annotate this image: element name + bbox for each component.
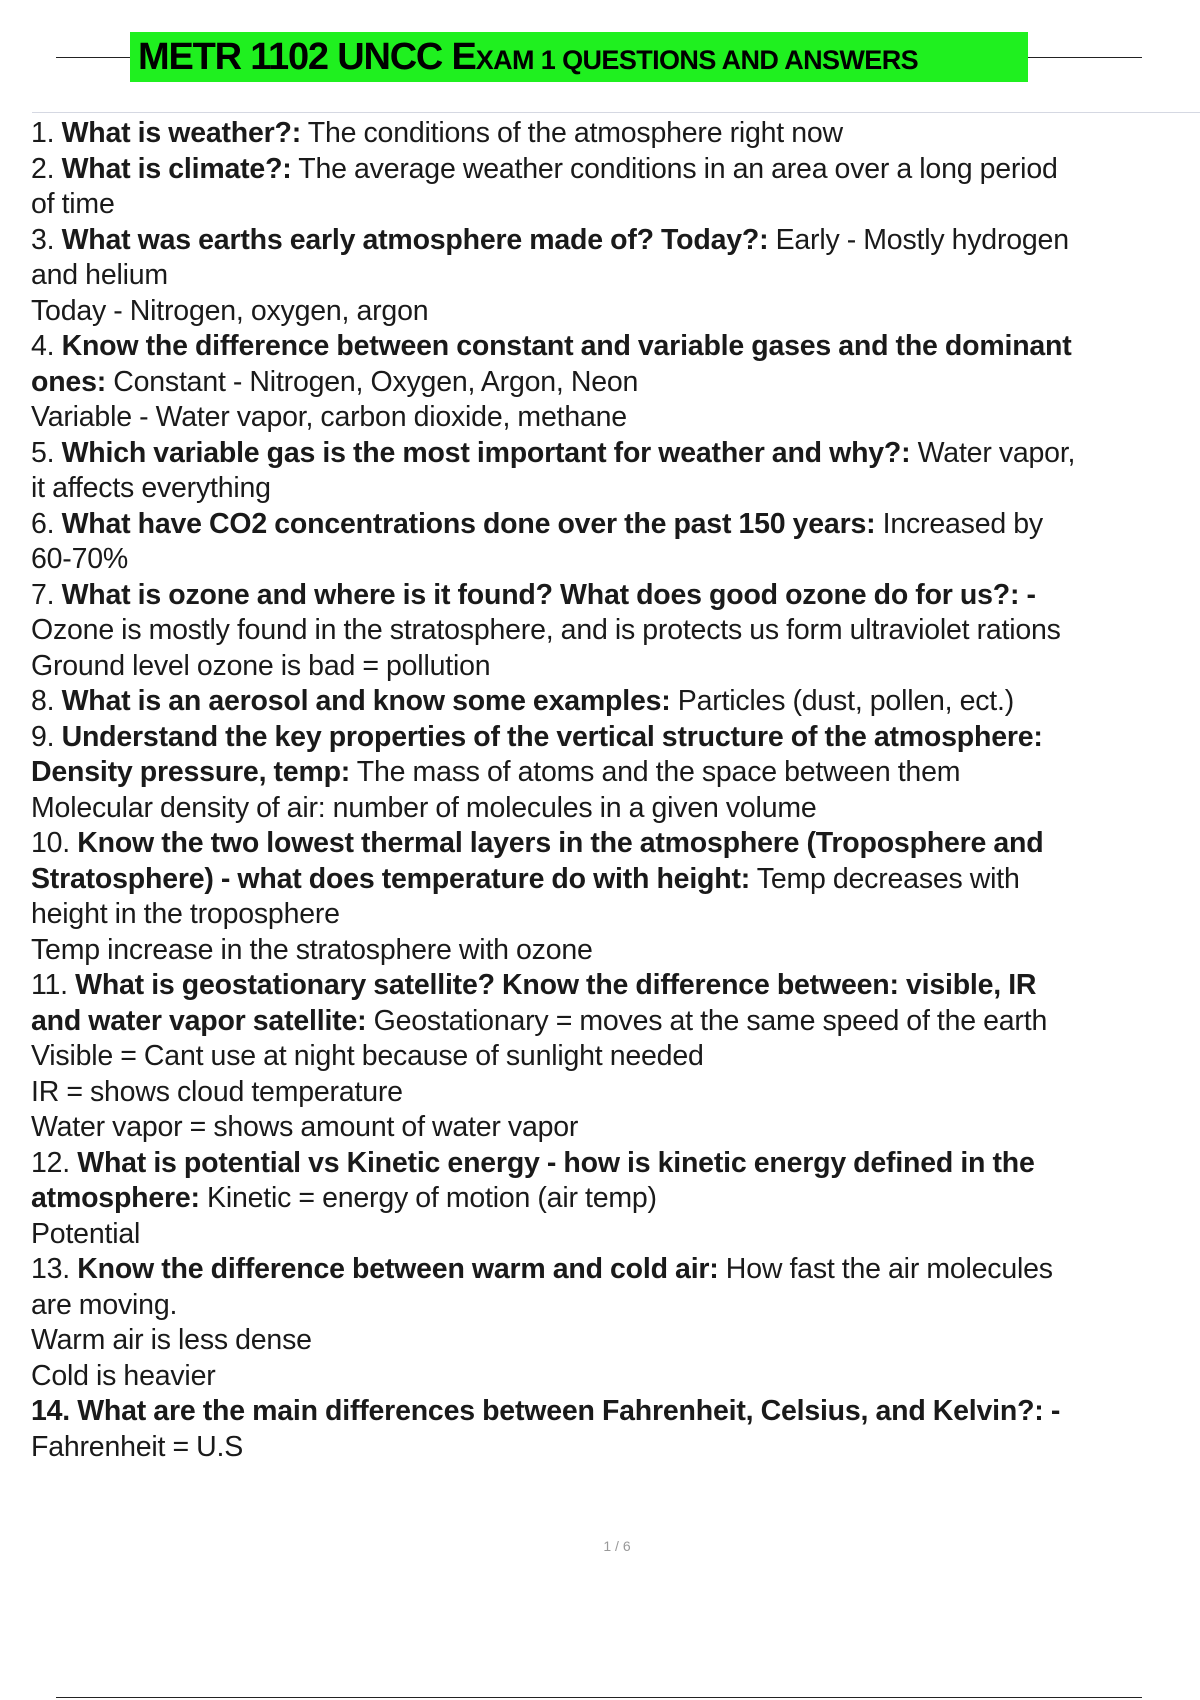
- answer-text: Kinetic = energy of motion (air temp): [199, 1182, 657, 1214]
- question-text: What have CO2 concentrations done over the past 150 years:: [61, 507, 876, 540]
- text-line: [31, 294, 1200, 330]
- text-line: [31, 507, 1200, 543]
- text-line: [31, 152, 1200, 188]
- text-line: [31, 826, 1200, 862]
- question-text: 14. What are the main differences between Fahrenheit, Celsius, and Kelvin?: -: [31, 1395, 1061, 1427]
- text-line: [31, 649, 1200, 685]
- text-line: [31, 578, 1200, 614]
- answer-text: The conditions of the atmosphere right now: [301, 117, 843, 149]
- answer-text: Visible = Cant use at night because of sunlight needed: [31, 1040, 704, 1072]
- answer-text: Water vapor,: [910, 436, 1076, 469]
- qa-content: [31, 116, 1200, 1465]
- answer-text: Cold is heavier: [31, 1359, 216, 1392]
- answer-text: height in the troposphere: [31, 898, 340, 930]
- line-number: 11.: [31, 969, 76, 1001]
- answer-text: Ozone is mostly found in the stratosphere, and is protects us form ultraviolet rations: [31, 614, 1061, 646]
- question-text: What is climate?:: [61, 152, 292, 185]
- answer-text: Today - Nitrogen, oxygen, argon: [31, 294, 429, 327]
- title-bar: [56, 32, 1142, 82]
- line-number: 5.: [31, 436, 62, 469]
- answer-text: Constant - Nitrogen, Oxygen, Argon, Neon: [106, 365, 639, 398]
- title-main-text: METR 1102 UNCC E: [138, 36, 476, 78]
- text-line: [31, 1039, 1200, 1075]
- answer-text: IR = shows cloud temperature: [31, 1075, 403, 1108]
- text-line: [31, 968, 1200, 1004]
- text-line: [31, 258, 1200, 294]
- text-line: [31, 1288, 1200, 1324]
- question-text: Know the difference between warm and cold air:: [77, 1253, 719, 1285]
- answer-text: How fast the air molecules: [718, 1253, 1053, 1285]
- text-line: [31, 116, 1200, 152]
- answer-text: Particles (dust, pollen, ect.): [670, 685, 1014, 717]
- line-number: 7.: [31, 578, 62, 611]
- document-title: [130, 32, 1028, 82]
- text-line: [31, 897, 1200, 933]
- question-text: Know the two lowest thermal layers in the atmosphere (Troposphere and: [77, 827, 1044, 859]
- line-number: 8.: [31, 685, 62, 717]
- text-line: [31, 720, 1200, 756]
- text-line: [31, 187, 1200, 223]
- title-smallcaps-text: XAM 1 QUESTIONS AND ANSWERS: [475, 45, 919, 75]
- question-text: What is ozone and where is it found? What does good ozone do for us?: -: [61, 578, 1036, 611]
- question-text: What is weather?:: [61, 117, 302, 149]
- question-text: Which variable gas is the most important for weather and why?:: [61, 436, 911, 469]
- text-line: [31, 1181, 1200, 1217]
- answer-text: Geostationary = moves at the same speed of the earth: [366, 1004, 1048, 1037]
- question-text: What was earths early atmosphere made of? Today?:: [61, 223, 769, 256]
- line-number: 3.: [31, 223, 62, 256]
- line-number: 1.: [31, 117, 62, 149]
- answer-text: 60-70%: [31, 543, 129, 575]
- text-line: [31, 400, 1200, 436]
- answer-text: Warm air is less dense: [31, 1324, 312, 1356]
- question-text: ones:: [31, 365, 107, 398]
- line-number: 9.: [31, 720, 62, 753]
- text-line: [31, 542, 1200, 578]
- question-text: Density pressure, temp:: [31, 756, 351, 788]
- text-line: [31, 613, 1200, 649]
- line-number: 4.: [31, 330, 62, 362]
- answer-text: Fahrenheit = U.S: [31, 1430, 244, 1463]
- answer-text: Temp increase in the stratosphere with ozone: [31, 933, 593, 966]
- text-line: [31, 1004, 1200, 1040]
- line-number: 13.: [31, 1253, 78, 1285]
- footer-divider: [56, 1697, 1142, 1698]
- answer-text: Early - Mostly hydrogen: [768, 223, 1069, 256]
- text-line: [31, 223, 1200, 259]
- text-line: [31, 684, 1200, 720]
- text-line: [31, 862, 1200, 898]
- text-line: [31, 471, 1200, 507]
- question-text: and water vapor satellite:: [31, 1004, 367, 1037]
- answer-text: The average weather conditions in an area over a long period: [291, 152, 1058, 185]
- question-text: What is potential vs Kinetic energy - how is kinetic energy defined in the: [77, 1146, 1035, 1179]
- text-line: [31, 1110, 1200, 1146]
- answer-text: it affects everything: [31, 472, 271, 504]
- question-text: atmosphere:: [31, 1182, 200, 1214]
- answer-text: Temp decreases with: [750, 862, 1020, 895]
- line-number: 6.: [31, 507, 62, 540]
- text-line: [31, 365, 1200, 401]
- header-divider: [32, 112, 1200, 113]
- text-line: [31, 1146, 1200, 1182]
- title-rule-right: [1024, 57, 1142, 58]
- answer-text: of time: [31, 188, 115, 220]
- text-line: [31, 1075, 1200, 1111]
- question-text: Know the difference between constant and variable gases and the dominant: [61, 330, 1072, 362]
- answer-text: Water vapor = shows amount of water vapor: [31, 1111, 579, 1143]
- text-line: [31, 436, 1200, 472]
- text-line: [31, 1323, 1200, 1359]
- answer-text: Variable - Water vapor, carbon dioxide, methane: [31, 401, 627, 433]
- line-number: 12.: [31, 1146, 78, 1179]
- answer-text: The mass of atoms and the space between them: [350, 756, 961, 788]
- text-line: [31, 329, 1200, 365]
- text-line: [31, 1252, 1200, 1288]
- question-text: What is an aerosol and know some examples:: [61, 685, 671, 717]
- line-number: 2.: [31, 152, 62, 185]
- page-number: 1 / 6: [603, 1538, 631, 1554]
- answer-text: Increased by: [875, 507, 1043, 540]
- text-line: [31, 755, 1200, 791]
- question-text: Stratosphere) - what does temperature do with height:: [31, 862, 751, 895]
- text-line: [31, 1394, 1200, 1430]
- line-number: 10.: [31, 827, 78, 859]
- answer-text: Potential: [31, 1217, 141, 1250]
- title-rule-left: [56, 57, 132, 58]
- answer-text: Ground level ozone is bad = pollution: [31, 649, 491, 682]
- text-line: [31, 1217, 1200, 1253]
- text-line: [31, 791, 1200, 827]
- text-line: [31, 1430, 1200, 1466]
- question-text: Understand the key properties of the vertical structure of the atmosphere:: [61, 720, 1043, 753]
- answer-text: Molecular density of air: number of molecules in a given volume: [31, 791, 817, 824]
- text-line: [31, 1359, 1200, 1395]
- answer-text: are moving.: [31, 1288, 178, 1321]
- answer-text: and helium: [31, 259, 168, 291]
- text-line: [31, 933, 1200, 969]
- question-text: What is geostationary satellite? Know the difference between: visible, IR: [75, 969, 1037, 1001]
